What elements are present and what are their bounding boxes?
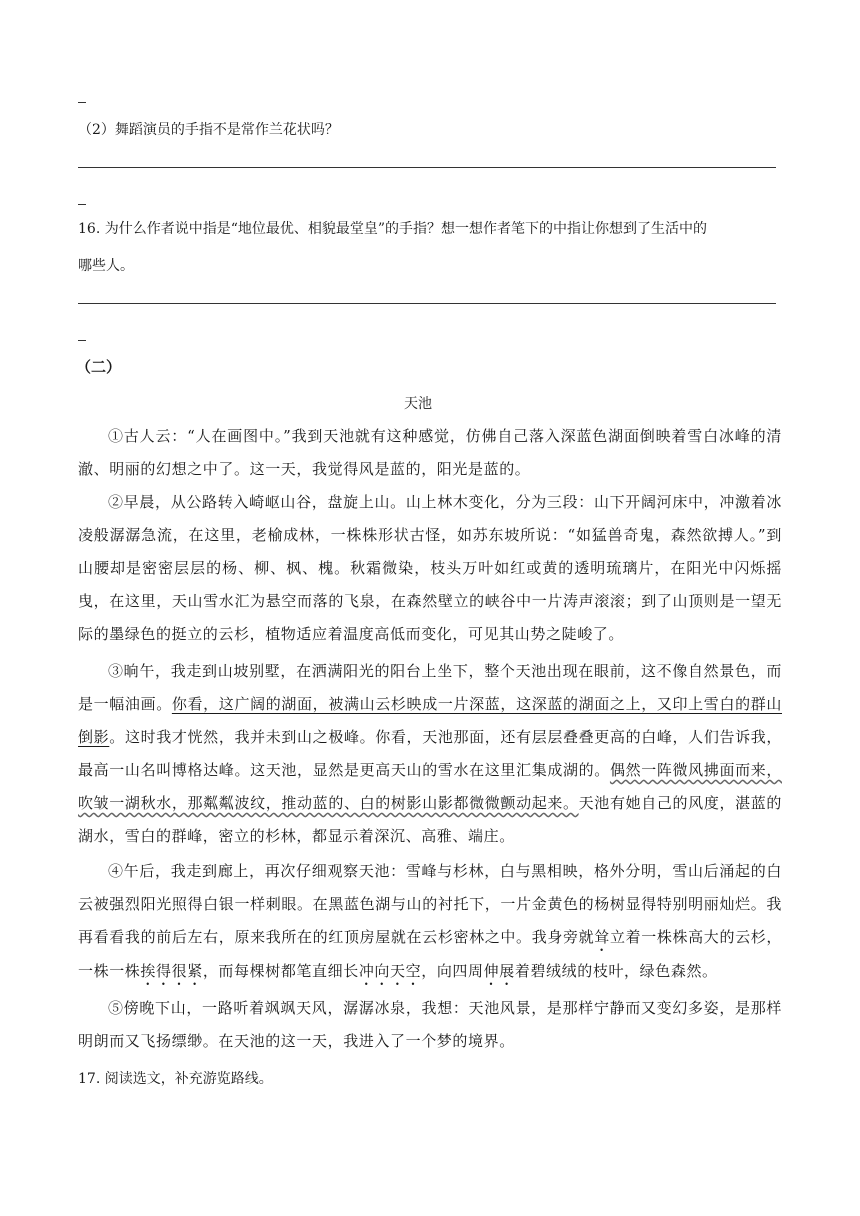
- paragraph-3: [78, 655, 782, 853]
- answer-line-stub: [78, 102, 86, 103]
- paragraph-4-text-b: 立着一株株高大的云杉，一株一株: [78, 928, 782, 980]
- dotted-word-2: 挨得很紧: [140, 962, 203, 980]
- underlined-sentence: 你看，这广阔的湖面，被满山云杉映成一片深蓝，这深蓝的湖面之上，又印上雪白的群山倒影: [78, 695, 782, 746]
- article-title: 天池: [404, 396, 432, 412]
- answer-line-stub: [78, 204, 86, 205]
- paragraph-4-text-a: ④午后，我走到廊上，再次仔细观察天池：雪峰与杉林，白与黑相映，格外分明，雪山后涌起的白云被强烈阳光照得白银一样刺眼。在黑蓝色湖与山的衬托下，一片金黄色的杨树显得特别明丽灿烂。我再看看我的前后左右，原来我所在的红顶房屋就在云杉密林之中。我身旁就: [78, 862, 782, 946]
- paragraph-3-text-c: 天池有她自己的风度，湛蓝的湖水，雪白的群峰，密立的杉林，都显示着深沉、高雅、端庄。: [78, 794, 782, 845]
- dotted-word-1: 耸: [594, 928, 610, 946]
- paragraph-5: ⑤傍晚下山，一路听着飒飒天风，潺潺冰泉，我想：天池风景，是那样宁静而又变幻多姿，是那样明朗而又飞扬缥缈。在天池的这一天，我进入了一个梦的境界。: [78, 999, 782, 1050]
- dotted-word-3: 冲向天空: [358, 962, 422, 980]
- wavy-underlined-sentence: 偶然一阵微风拂面而来，吹皱一湖秋水，那粼粼波纹，推动蓝的、白的树影山影都微微颤动起来。: [78, 761, 782, 812]
- question-17: 17. 阅读选文，补充游览路线。: [78, 1071, 273, 1087]
- paragraph-3-text-a: ③晌午，我走到山坡别墅，在洒满阳光的阳台上坐下，整个天池出现在眼前，这不像自然景色，而是一幅油画。: [78, 662, 782, 713]
- question-16-line2: 哪些人。: [78, 258, 134, 274]
- paragraph-4-text-d: ，向四周: [421, 962, 484, 980]
- paragraph-4-text-c: ，而每棵树都笔直细长: [202, 962, 359, 980]
- question-16-line1: 16. 为什么作者说中指是“地位最优、相貌最堂皇”的手指？想一想作者笔下的中指让你想到了生活中的: [78, 221, 708, 237]
- answer-line-stub: [78, 340, 86, 341]
- question-15-2: （2）舞蹈演员的手指不是常作兰花状吗？: [78, 122, 339, 138]
- answer-line[interactable]: [78, 303, 776, 304]
- answer-line[interactable]: [78, 167, 776, 168]
- paragraph-1: ①古人云：“人在画图中。”我到天池就有这种感觉，仿佛自己落入深蓝色湖面倒映着雪白冰峰的清澈、明丽的幻想之中了。这一天，我觉得风是蓝的，阳光是蓝的。: [78, 427, 782, 478]
- paragraph-4-text-e: 着碧绒绒的枝叶，绿色森然。: [514, 962, 718, 980]
- paragraph-4: [78, 855, 782, 989]
- section-label: （二）: [76, 358, 122, 376]
- paragraph-3-text-b: 。这时我才恍然，我并未到山之极峰。你看，天池那面，还有层层叠叠更高的白峰，人们告诉我，最高一山名叫博格达峰。这天池，显然是更高天山的雪水在这里汇集成湖的。: [78, 728, 782, 779]
- dotted-word-4: 伸展: [483, 962, 515, 980]
- paragraph-2: ②早晨，从公路转入崎岖山谷，盘旋上山。山上林木变化，分为三段：山下开阔河床中，冲激着冰凌般潺潺急流，在这里，老榆成林，一株株形状古怪，如苏东坡所说：“如猛兽奇鬼，森然欲搏人。”到山腰却是密密层层的杨、柳、枫、槐。秋霜微染，枝头万叶如红或黄的透明琉璃片，在阳光中闪烁摇曳，在这里，天山雪水汇为悬空而落的飞泉，在森然壁立的峡谷中一片涛声滚滚；到了山顶则是一望无际的墨绿色的挺立的云杉，植物适应着温度高低而变化，可见其山势之陡峻了。: [78, 493, 782, 643]
